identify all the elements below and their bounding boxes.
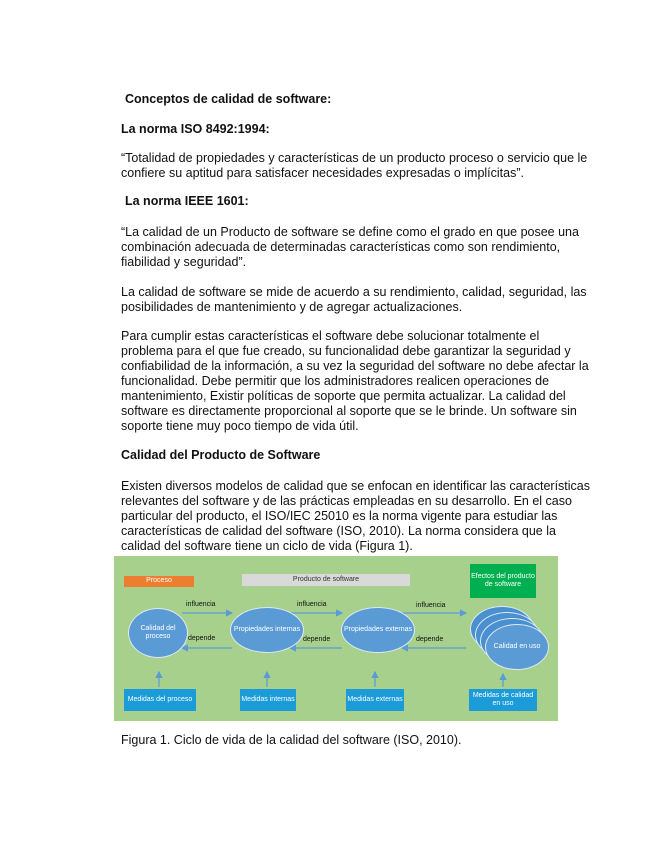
heading-ieee-1601: La norma IEEE 1601: bbox=[125, 194, 249, 208]
label-efectos-producto: Efectos del producto de software bbox=[470, 564, 536, 598]
figure-ciclo-vida bbox=[114, 556, 558, 721]
box-medidas-uso: Medidas de calidad en uso bbox=[469, 689, 537, 711]
box-medidas-externas: Medidas externas bbox=[346, 689, 404, 711]
box-medidas-internas: Medidas internas bbox=[240, 689, 296, 711]
quote-iso: “Totalidad de propiedades y características de un producto proceso o servicio que le confiere su aptitud para satisfacer necesidades expresadas o implícitas”. bbox=[121, 151, 588, 180]
box-medidas-proceso: Medidas del proceso bbox=[124, 689, 196, 711]
label-depende-2: depende bbox=[303, 636, 331, 643]
label-depende-3: depende bbox=[416, 636, 444, 643]
label-influencia-3: influencia bbox=[416, 602, 446, 609]
ellipse-calidad-proceso: Calidad del proceso bbox=[128, 608, 188, 658]
ellipse-propiedades-internas: Propiedades internas bbox=[230, 607, 304, 653]
ellipse-calidad-uso: Calidad en uso bbox=[485, 624, 549, 670]
paragraph-modelos: Existen diversos modelos de calidad que se enfocan en identificar las características relevantes del software y de las prácticas empleadas en su desarrollo. En el caso particular del producto, el ISO/IEC 25010 es la norma vigente para estudiar las características de calidad del software (ISO, 2010). La norma considera que la calidad del software tiene un ciclo de vida (Figura 1). bbox=[121, 479, 591, 553]
label-influencia-1: influencia bbox=[186, 601, 216, 608]
label-influencia-2: influencia bbox=[297, 601, 327, 608]
heading-iso-8492: La norma ISO 8492:1994: bbox=[121, 122, 270, 136]
figure-caption: Figura 1. Ciclo de vida de la calidad del software (ISO, 2010). bbox=[121, 733, 462, 747]
heading-conceptos: Conceptos de calidad de software: bbox=[125, 92, 332, 106]
ellipse-propiedades-externas: Propiedades externas bbox=[341, 607, 415, 653]
quote-ieee: “La calidad de un Producto de software se define como el grado en que posee una combinación adecuada de determinadas características como son rendimiento, fiabilidad y seguridad”. bbox=[121, 225, 579, 269]
label-proceso: Proceso bbox=[124, 576, 194, 587]
paragraph-medicion: La calidad de software se mide de acuerdo a su rendimiento, calidad, seguridad, las posibilidades de mantenimiento y de agregar actualizaciones. bbox=[121, 285, 587, 314]
paragraph-cumplir: Para cumplir estas características el software debe solucionar totalmente el problema para el que fue creado, su funcionalidad debe garantizar la seguridad y confiabilidad de la información, a su vez la seguridad del software no debe afectar la funcionalidad. Debe permitir que los administradores realicen operaciones de mantenimiento, Existir políticas de soporte que permita actualizar. La calidad del software es directamente proporcional al soporte que se le brinde. Un software sin soporte tiene muy poco tiempo de vida útil. bbox=[121, 329, 589, 433]
label-producto-software: Producto de software bbox=[242, 574, 410, 586]
label-depende-1: depende bbox=[188, 635, 216, 642]
heading-calidad-producto: Calidad del Producto de Software bbox=[121, 448, 321, 462]
